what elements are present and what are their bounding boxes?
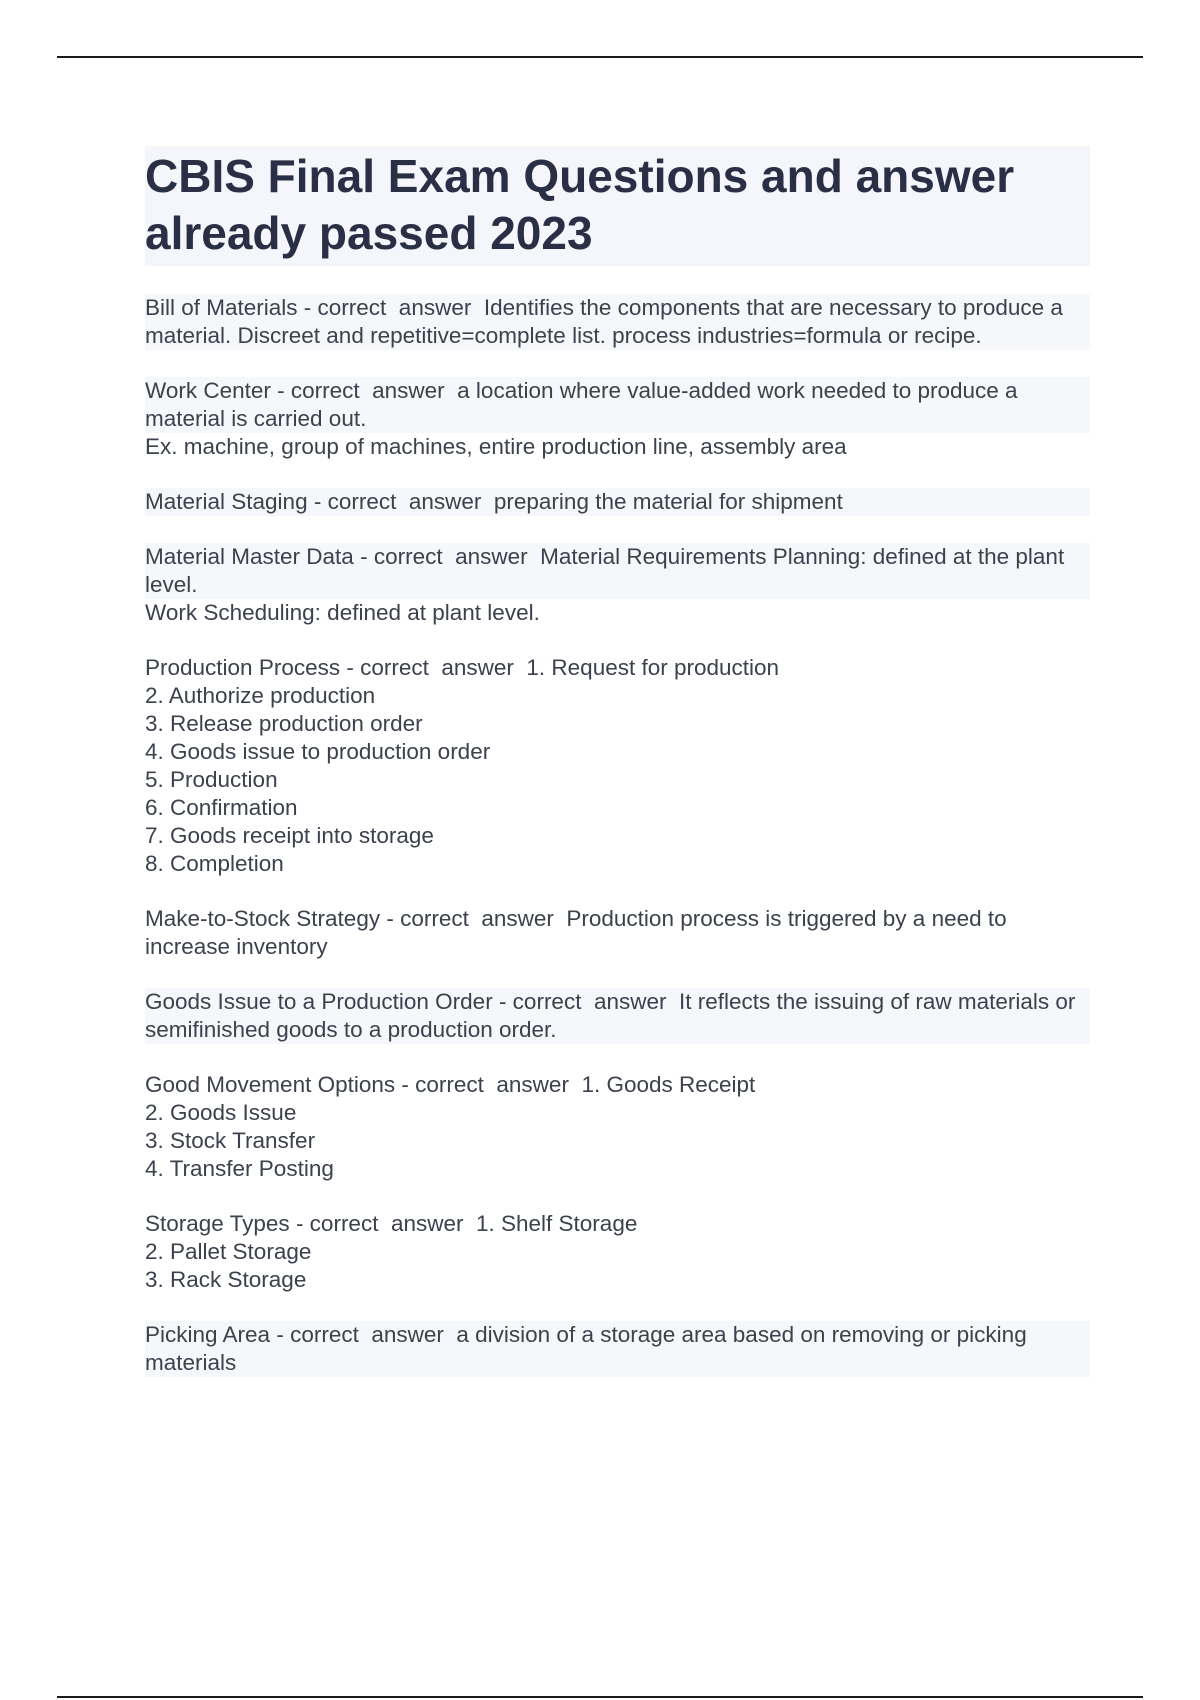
qa-answer-line [145,294,1090,350]
qa-list-item: 6. Confirmation [145,795,298,820]
qa-entry-good-movement-options [145,1071,1090,1183]
qa-term: Make-to-Stock Strategy [145,906,381,931]
qa-answer-line: Work Scheduling: defined at plant level. [145,600,540,625]
qa-separator: - correct answer [380,906,567,931]
qa-answer-text: a division of a storage area based on removing or picking materials [145,1322,1033,1375]
qa-term: Production Process [145,655,341,680]
qa-answer-text: Material Requirements Planning: defined at the plant level. [145,544,1071,597]
qa-entry-production-process [145,654,1090,878]
qa-separator: - correct answer [289,1211,476,1236]
qa-list-item: 8. Completion [145,851,284,876]
top-rule [57,56,1143,58]
qa-answer-line [145,905,1090,961]
qa-answer-text: preparing the material for shipment [493,489,843,514]
qa-separator: - correct answer [395,1072,582,1097]
qa-entry-storage-types [145,1210,1090,1294]
qa-answer-text: 1. Shelf Storage [475,1211,638,1236]
qa-list-item: 4. Goods issue to production order [145,739,491,764]
qa-separator: - correct answer [270,378,458,403]
qa-separator: - correct answer [297,295,484,320]
qa-answer-text: It reflects the issuing of raw materials or semifinished goods to a production order. [145,989,1082,1042]
qa-separator: - correct answer [353,544,541,569]
qa-term: Bill of Materials [145,295,298,320]
qa-entry-work-center [145,377,1090,461]
qa-entry-material-staging [145,488,1090,516]
qa-term: Storage Types [145,1211,290,1236]
qa-list-item: 2. Pallet Storage [145,1239,312,1264]
qa-answer-text: Identifies the components that are necessary to produce a material. Discreet and repetitive=complete list. process industries=formula or recipe. [145,295,1070,348]
qa-answer-text: 1. Goods Receipt [581,1072,756,1097]
qa-term: Picking Area [145,1322,271,1347]
qa-list-item: 3. Rack Storage [145,1267,307,1292]
page-title: CBIS Final Exam Questions and answer already passed 2023 [145,146,1090,266]
qa-list-item: 3. Stock Transfer [145,1128,316,1153]
qa-answer-text: 1. Request for production [526,655,780,680]
qa-answer-line [145,654,1090,682]
qa-list-item: 4. Transfer Posting [145,1156,334,1181]
qa-entry-make-to-stock-strategy [145,905,1090,961]
qa-entry-material-master-data [145,543,1090,627]
qa-entry-picking-area [145,1321,1090,1377]
qa-term: Material Master Data [145,544,354,569]
qa-term: Work Center [145,378,271,403]
qa-list-item: 7. Goods receipt into storage [145,823,434,848]
bottom-rule [57,1696,1143,1698]
qa-list-item: 5. Production [145,767,278,792]
qa-answer-line [145,1071,1090,1099]
qa-term: Material Staging [145,489,308,514]
qa-list-item: 2. Authorize production [145,683,376,708]
qa-answer-line [145,543,1090,599]
qa-list-item: 3. Release production order [145,711,423,736]
qa-answer-line [145,377,1090,433]
qa-answer-line [145,488,1090,516]
qa-separator: - correct answer [270,1322,457,1347]
qa-answer-text: Production process is triggered by a need to increase inventory [145,906,1013,959]
qa-entry-goods-issue-production-order [145,988,1090,1044]
qa-entry-bill-of-materials [145,294,1090,350]
qa-term: Goods Issue to a Production Order [145,989,493,1014]
qa-list [145,294,1090,1377]
qa-separator: - correct answer [492,989,679,1014]
qa-term: Good Movement Options [145,1072,396,1097]
qa-answer-line: Ex. machine, group of machines, entire production line, assembly area [145,434,847,459]
qa-answer-line [145,988,1090,1044]
qa-answer-line [145,1321,1090,1377]
document-page [145,146,1090,1404]
qa-list-item: 2. Goods Issue [145,1100,297,1125]
qa-separator: - correct answer [307,489,494,514]
qa-answer-line [145,1210,1090,1238]
qa-separator: - correct answer [340,655,527,680]
qa-answer-text: a location where value-added work needed to produce a material is carried out. [145,378,1024,431]
